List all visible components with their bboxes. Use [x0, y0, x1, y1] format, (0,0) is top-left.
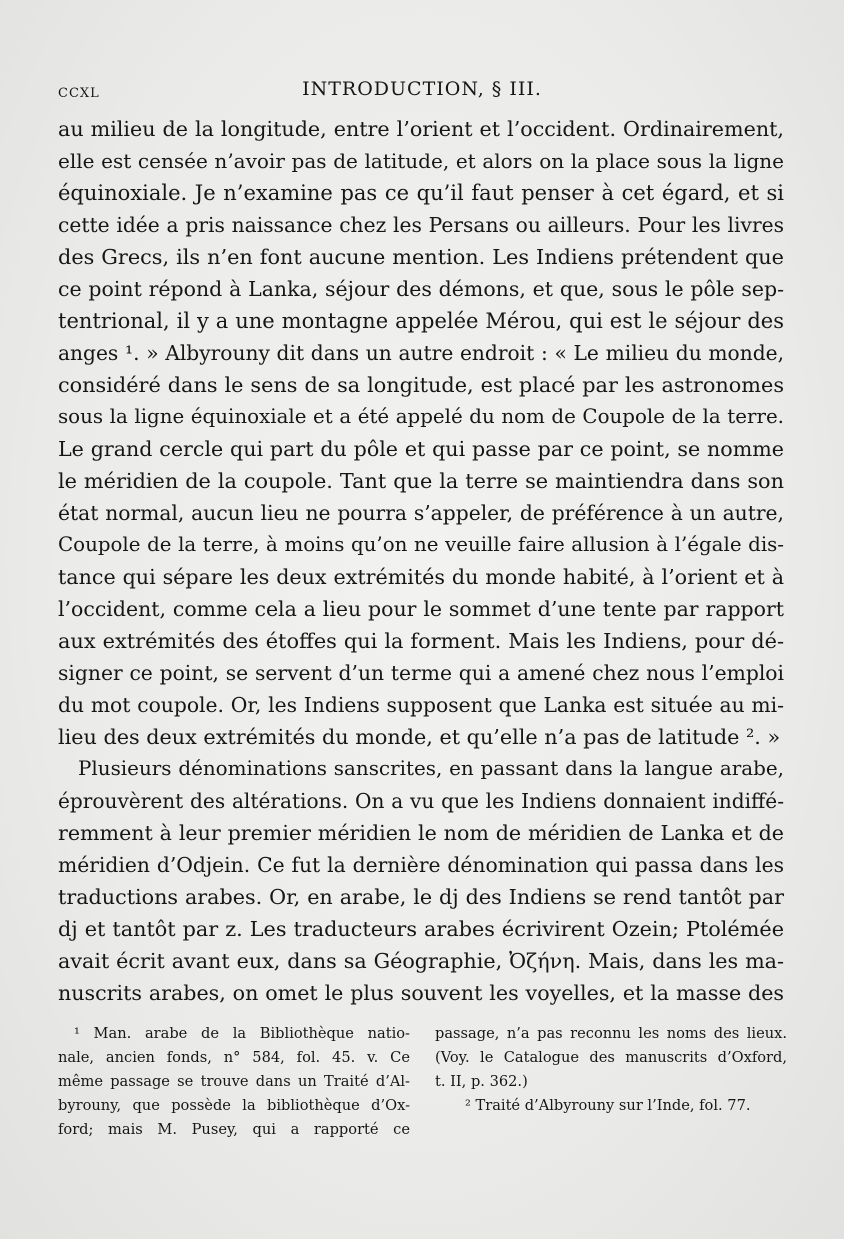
footnote-line: nale, ancien fonds, n° 584, fol. 45. v. Ce	[58, 1049, 410, 1066]
text-line: au milieu de la longitude, entre l’orient et l’occident. Ordinairement,	[58, 117, 784, 141]
footnote-line: ² Traité d’Albyrouny sur l’Inde, fol. 77.	[465, 1097, 751, 1114]
footnote-line: byrouny, que possède la bibliothèque d’Ox-	[58, 1097, 410, 1114]
text-line: sous la ligne équinoxiale et a été appelé du nom de Coupole de la terre.	[58, 405, 784, 428]
text-line: état normal, aucun lieu ne pourra s’appeler, de préférence à un autre,	[58, 501, 784, 525]
text-line: Coupole de la terre, à moins qu’on ne veuille faire allusion à l’égale dis-	[58, 533, 784, 556]
text-line: nuscrits arabes, on omet le plus souvent les voyelles, et la masse des	[58, 981, 784, 1005]
footnote-column-left	[58, 1022, 410, 1142]
text-line: elle est censée n’avoir pas de latitude, et alors on la place sous la ligne	[58, 149, 784, 173]
text-line: avait écrit avant eux, dans sa Géographie, Ὀζήνη. Mais, dans les ma-	[58, 949, 784, 973]
text-line: du mot coupole. Or, les Indiens supposent que Lanka est située au mi-	[58, 693, 784, 717]
text-line: remment à leur premier méridien le nom de méridien de Lanka et de	[58, 821, 784, 845]
text-line: éprouvèrent des altérations. On a vu que les Indiens donnaient indiffé-	[58, 789, 784, 813]
footnote-line: t. II, p. 362.)	[435, 1073, 528, 1090]
text-line: dj et tantôt par z. Les traducteurs arabes écrivirent Ozein; Ptolémée	[58, 917, 784, 941]
text-line: cette idée a pris naissance chez les Persans ou ailleurs. Pour les livres	[58, 213, 784, 237]
text-line: le méridien de la coupole. Tant que la terre se maintiendra dans son	[58, 469, 784, 493]
text-line: méridien d’Odjein. Ce fut la dernière dénomination qui passa dans les	[58, 853, 784, 877]
folio-number: CCXL	[58, 86, 100, 101]
text-line: Le grand cercle qui part du pôle et qui passe par ce point, se nomme	[58, 437, 784, 461]
text-line: des Grecs, ils n’en font aucune mention. Les Indiens prétendent que	[58, 245, 784, 269]
running-title: INTRODUCTION, § III.	[302, 78, 542, 100]
footnotes	[58, 1022, 787, 1162]
text-line: Plusieurs dénominations sanscrites, en passant dans la langue arabe,	[78, 757, 784, 780]
text-line: l’occident, comme cela a lieu pour le sommet d’une tente par rapport	[58, 597, 784, 621]
text-line: équinoxiale. Je n’examine pas ce qu’il faut penser à cet égard, et si	[58, 181, 784, 205]
text-line: tentrional, il y a une montagne appelée Mérou, qui est le séjour des	[58, 309, 784, 333]
footnote-line: ford; mais M. Pusey, qui a rapporté ce	[58, 1121, 410, 1138]
text-line: lieu des deux extrémités du monde, et qu’elle n’a pas de latitude ². »	[58, 725, 781, 749]
text-line: signer ce point, se servent d’un terme qui a amené chez nous l’emploi	[58, 661, 784, 685]
footnote-line: (Voy. le Catalogue des manuscrits d’Oxford,	[435, 1049, 787, 1066]
page-header	[58, 76, 786, 106]
text-line: traductions arabes. Or, en arabe, le dj des Indiens se rend tantôt par	[58, 885, 784, 909]
text-line: aux extrémités des étoffes qui la forment. Mais les Indiens, pour dé-	[58, 629, 784, 653]
footnote-line: même passage se trouve dans un Traité d’Al-	[58, 1073, 410, 1090]
text-line: ce point répond à Lanka, séjour des démons, et que, sous le pôle sep-	[58, 277, 784, 301]
text-line: tance qui sépare les deux extrémités du monde habité, à l’orient et à	[58, 565, 784, 589]
main-text	[58, 113, 784, 1009]
footnote-line: ¹ Man. arabe de la Bibliothèque natio-	[74, 1025, 410, 1042]
footnote-column-right	[435, 1022, 787, 1118]
footnote-line: passage, n’a pas reconnu les noms des lieux.	[435, 1025, 787, 1042]
text-line: considéré dans le sens de sa longitude, est placé par les astronomes	[58, 373, 784, 397]
text-line: anges ¹. » Albyrouny dit dans un autre endroit : « Le milieu du monde,	[58, 341, 784, 365]
